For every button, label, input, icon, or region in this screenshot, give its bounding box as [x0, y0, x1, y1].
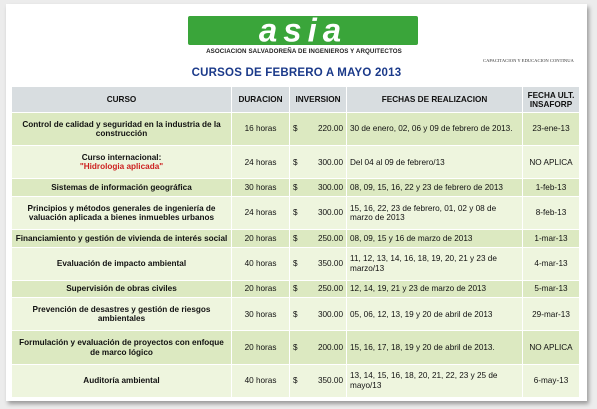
cell-insaforp: 23-ene-13 — [523, 113, 580, 146]
cell-inversion — [290, 364, 347, 397]
cell-curso: Formulación y evaluación de proyectos con enfoque de marco lógico — [12, 331, 232, 364]
currency-symbol: $ — [293, 157, 298, 167]
cell-inversion — [290, 247, 347, 280]
table-row — [12, 230, 580, 247]
page-title: CURSOS DE FEBRERO A MAYO 2013 — [191, 67, 402, 79]
cell-duracion: 20 horas — [232, 230, 290, 247]
cell-curso: Prevención de desastres y gestión de riesgos ambientales — [12, 298, 232, 331]
cell-inversion — [290, 146, 347, 179]
cell-duracion: 20 horas — [232, 280, 290, 297]
cell-insaforp: NO APLICA — [523, 331, 580, 364]
cell-curso: Control de calidad y seguridad en la industria de la construcción — [12, 113, 232, 146]
cell-inversion — [290, 298, 347, 331]
cell-curso: Supervisión de obras civiles — [12, 280, 232, 297]
amount: 350.00 — [317, 258, 343, 268]
cell-fechas: 08, 09, 15 y 16 de marzo de 2013 — [347, 230, 523, 247]
table-row — [12, 179, 580, 196]
curso-label: Curso internacional: — [81, 152, 162, 162]
header-duracion: DURACION — [232, 87, 290, 113]
cell-inversion — [290, 179, 347, 196]
currency-symbol: $ — [293, 284, 298, 294]
amount: 200.00 — [317, 342, 343, 352]
cell-insaforp: NO APLICA — [523, 146, 580, 179]
currency-symbol: $ — [293, 124, 298, 134]
cell-fechas: 05, 06, 12, 13, 19 y 20 de abril de 2013 — [347, 298, 523, 331]
cell-insaforp: 1-feb-13 — [523, 179, 580, 196]
table-row — [12, 364, 580, 397]
amount: 220.00 — [317, 124, 343, 134]
cell-inversion — [290, 331, 347, 364]
cell-curso: Principios y métodos generales de ingeniería de valuación aplicada a bienes inmuebles urbanos — [12, 196, 232, 229]
currency-symbol: $ — [293, 233, 298, 243]
table-row — [12, 247, 580, 280]
cell-fechas: 15, 16, 17, 18, 19 y 20 de abril de 2013. — [347, 331, 523, 364]
table-row — [12, 280, 580, 297]
cell-duracion: 20 horas — [232, 331, 290, 364]
cell-fechas: 15, 16, 22, 23 de febrero, 01, 02 y 08 de marzo de 2013 — [347, 196, 523, 229]
amount: 250.00 — [317, 233, 343, 243]
cell-curso: Auditoría ambiental — [12, 364, 232, 397]
cell-duracion: 30 horas — [232, 298, 290, 331]
amount: 350.00 — [317, 376, 343, 386]
cell-inversion — [290, 280, 347, 297]
cell-fechas: 11, 12, 13, 14, 16, 18, 19, 20, 21 y 23 de marzo/13 — [347, 247, 523, 280]
cell-duracion: 40 horas — [232, 364, 290, 397]
tagline: CAPACITACION Y EDUCACION CONTINUA — [483, 58, 574, 63]
currency-symbol: $ — [293, 376, 298, 386]
cell-inversion — [290, 196, 347, 229]
cell-insaforp: 5-mar-13 — [523, 280, 580, 297]
amount: 300.00 — [317, 208, 343, 218]
table-header-row — [12, 87, 580, 113]
cell-inversion — [290, 230, 347, 247]
cell-duracion: 16 horas — [232, 113, 290, 146]
header-curso: CURSO — [12, 87, 232, 113]
table-row — [12, 196, 580, 229]
cell-insaforp: 6-may-13 — [523, 364, 580, 397]
amount: 300.00 — [317, 182, 343, 192]
logo-text: asia — [258, 14, 348, 49]
header-inversion: INVERSION — [290, 87, 347, 113]
cell-curso: Sistemas de información geográfica — [12, 179, 232, 196]
cell-insaforp: 8-feb-13 — [523, 196, 580, 229]
document-sheet — [6, 4, 587, 401]
asia-logo — [188, 14, 418, 66]
table-row — [12, 331, 580, 364]
header-insaforp: FECHA ULT. INSAFORP — [523, 87, 580, 113]
table-row — [12, 146, 580, 179]
cell-fechas: Del 04 al 09 de febrero/13 — [347, 146, 523, 179]
cell-insaforp: 4-mar-13 — [523, 247, 580, 280]
curso-subtitle: "Hidrologia aplicada" — [79, 162, 164, 172]
header-fechas: FECHAS DE REALIZACION — [347, 87, 523, 113]
cell-duracion: 40 horas — [232, 247, 290, 280]
cell-fechas: 30 de enero, 02, 06 y 09 de febrero de 2013. — [347, 113, 523, 146]
cell-curso: Financiamiento y gestión de vivienda de interés social — [12, 230, 232, 247]
cell-duracion: 24 horas — [232, 146, 290, 179]
cell-insaforp: 29-mar-13 — [523, 298, 580, 331]
currency-symbol: $ — [293, 309, 298, 319]
amount: 250.00 — [317, 284, 343, 294]
amount: 300.00 — [317, 157, 343, 167]
currency-symbol: $ — [293, 208, 298, 218]
cell-fechas: 13, 14, 15, 16, 18, 20, 21, 22, 23 y 25 de mayo/13 — [347, 364, 523, 397]
table-row — [12, 113, 580, 146]
org-name: ASOCIACION SALVADOREÑA DE INGENIEROS Y ARQUITECTOS — [206, 48, 402, 55]
cell-duracion: 24 horas — [232, 196, 290, 229]
currency-symbol: $ — [293, 182, 298, 192]
currency-symbol: $ — [293, 342, 298, 352]
table-row — [12, 298, 580, 331]
courses-table — [11, 86, 580, 398]
cell-fechas: 12, 14, 19, 21 y 23 de marzo de 2013 — [347, 280, 523, 297]
cell-duracion: 30 horas — [232, 179, 290, 196]
cell-insaforp: 1-mar-13 — [523, 230, 580, 247]
cell-fechas: 08, 09, 15, 16, 22 y 23 de febrero de 2013 — [347, 179, 523, 196]
cell-curso: Evaluación de impacto ambiental — [12, 247, 232, 280]
cell-inversion — [290, 113, 347, 146]
cell-curso — [12, 146, 232, 179]
amount: 300.00 — [317, 309, 343, 319]
currency-symbol: $ — [293, 258, 298, 268]
